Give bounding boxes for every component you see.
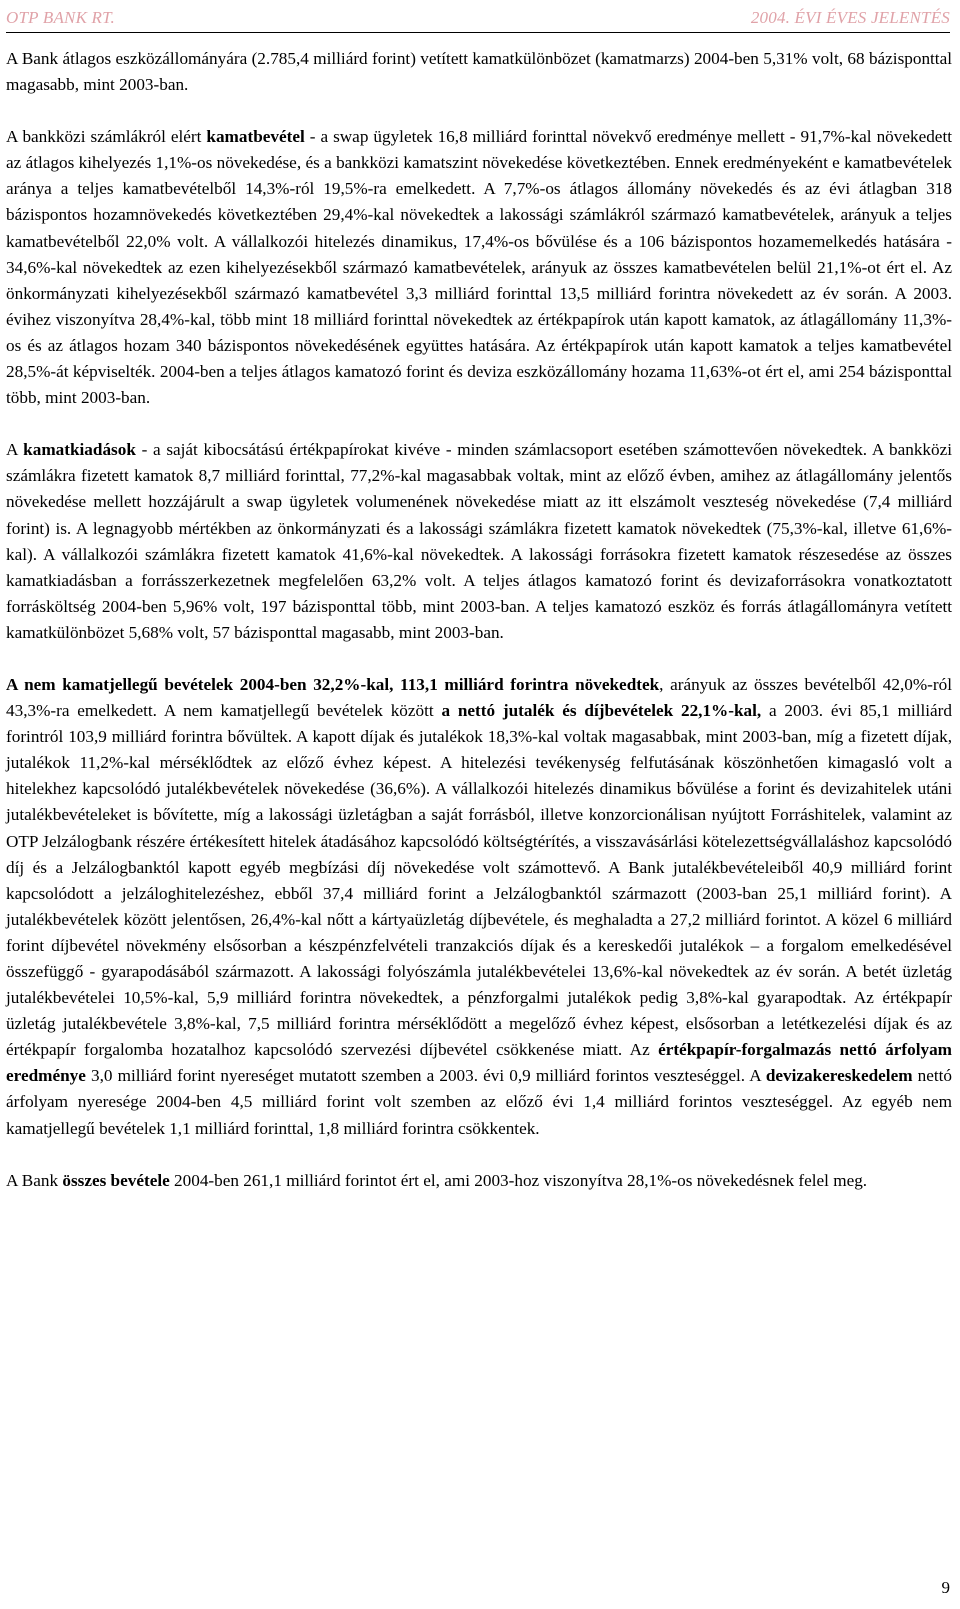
- bold-run: a nettó jutalék és díjbevételek 22,1%-kal,: [441, 701, 762, 721]
- bold-run: kamatkiadások: [23, 440, 136, 460]
- header-bank-name: OTP BANK RT.: [6, 8, 115, 27]
- bold-run: A nem kamatjellegű bevételek 2004-ben 32,2%-kal, 113,1 milliárd forintra növekedtek: [6, 674, 660, 694]
- paragraph-osszes-bevetel: [6, 1168, 952, 1194]
- text-run: - a saját kibocsátású értékpapírokat kivéve - minden számlacsoport esetében számottevően növekedtek. A bankközi számlákra fizetett kamatok 8,7 milliárd forinttal, 77,2%-kal magasabbak voltak, mint az előző évben, amihez az átlagállomány jelentős növekedése mellett hozzájárult a swap ügyletek volumenének növekedése miatt az itt elszámolt veszteség növekedése (7,4 milliárd forint) is. A legnagyobb mértékben az önkormányzati és a lakossági számlákra fizetett kamatok növekedtek (75,3%-kal, illetve 61,6%-kal). A vállalkozói számlákra fizetett kamatok 41,6%-kal növekedtek. A lakossági forrásokra fizetett kamatok részesedése az összes kamatkiadásban a forrásszerkezetnek megfelelően 63,2% volt. A teljes átlagos kamatozó forint és devizaforrásokra vonatkoztatott forrásköltség 2004-ben 5,96% volt, 197 bázisponttal több, mint 2003-ban. A teljes kamatozó eszköz és forrás átlagállományra vetített kamatkülönbözet 5,68% volt, 57 bázisponttal magasabb, mint 2003-ban.: [6, 440, 953, 642]
- page-number: 9: [941, 1578, 950, 1597]
- paragraph-kamatmarzs: [6, 46, 952, 98]
- paragraph-nem-kamatjellegu-bevetelek: [6, 672, 952, 1142]
- text-run: 2004-ben 261,1 milliárd forintot ért el, ami 2003-hoz viszonyítva 28,1%-os növekedésnek felel meg.: [169, 1170, 868, 1190]
- text-run: 3,0 milliárd forint nyereséget mutatott szemben a 2003. évi 0,9 milliárd forintos veszteséggel. A: [85, 1066, 766, 1086]
- text-run: A: [6, 440, 24, 460]
- text-run: nettó árfolyam nyeresége 2004-ben 4,5 milliárd forint volt szemben az előző évi 1,4 milliárd forintos veszteséggel. Az egyéb nem kamatjellegű bevételek 1,1 milliárd forinttal, 1,8 milliárd forintra csökkentek.: [6, 1066, 952, 1138]
- header-report-title: 2004. ÉVI ÉVES JELENTÉS: [750, 8, 950, 27]
- page-header: [6, 6, 950, 33]
- bold-run: összes bevétele: [62, 1170, 170, 1190]
- bold-run: kamatbevétel: [206, 127, 305, 147]
- paragraph-kamatkiadasok: [6, 437, 952, 646]
- bold-run: értékpapír-forgalmazás nettó árfolyam eredménye: [6, 1040, 952, 1086]
- text-run: A bankközi számlákról elért: [6, 127, 207, 147]
- text-run: A Bank átlagos eszközállományára (2.785,4 milliárd forint) vetített kamatkülönbözet (kamatmarzs) 2004-ben 5,31% volt, 68 bázisponttal magasabb, mint 2003-ban.: [6, 49, 952, 95]
- text-run: A Bank: [6, 1170, 63, 1190]
- text-run: - a swap ügyletek 16,8 milliárd forinttal növekvő eredménye mellett - 91,7%-kal növekedett az átlagos kihelyezés 1,1%-os növekedése, és a bankközi kamatszint növekedése következtében. Ennek eredményeként e kamatbevételek aránya a teljes kamatbevételből 14,3%-ról 19,5%-ra emelkedett. A 7,7%-os átlagos állomány növekedés és az évi átlagban 318 bázispontos hozamnövekedés következtében 29,4%-kal növekedtek a lakossági számlákról származó kamatbevételek, arányuk a teljes kamatbevételből 22,0% volt. A vállalkozói hitelezés dinamikus, 17,4%-os bővülése és a 106 bázispontos hozamemelkedés hatására - 34,6%-kal növekedtek az ezen kihelyezésekből származó kamatbevételek, arányuk az összes kamatbevételen belül 21,1%-ot ért el. Az önkormányzati kihelyezésekből származó kamatbevétel 3,3 milliárd forinttal 13,5 milliárd forintra növekedett az év során. A 2003. évihez viszonyítva 28,4%-kal, több mint 18 milliárd forinttal növekedtek az értékpapírok után kapott kamatok, az átlagállomány 11,3%-os és az átlagos hozam 340 bázispontos növekedésének együttes hatására. Az értékpapírok után kapott kamatok a teljes kamatbevétel 28,5%-át képviselték. 2004-ben a teljes átlagos kamatozó forint és deviza eszközállomány hozama 11,63%-ot ért el, ami 254 bázisponttal több, mint 2003-ban.: [6, 127, 952, 408]
- document-body: [6, 46, 952, 1220]
- bold-run: devizakereskedelem: [765, 1066, 913, 1086]
- paragraph-kamatbevetel: [6, 124, 952, 411]
- text-run: , arányuk az összes bevételből 42,0%-ról 43,3%-ra emelkedett. A nem kamatjellegű bevételek között: [6, 674, 952, 721]
- text-run: a 2003. évi 85,1 milliárd forintról 103,9 milliárd forintra bővültek. A kapott díjak és jutalékok 18,3%-kal voltak magasabbak, mint 2003-ban, míg a fizetett díjak, jutalékok 11,2%-kal mérséklődtek az előző évhez képest. A hitelezési tevékenység felfutásának köszönhetően kimagasló volt a hitelekhez kapcsolódó jutalékbevételek növekedése (36,6%). A vállalkozói hitelezés dinamikus bővülése a forint és devizahitelek utáni jutalékbevételeket is bővítette, míg a lakossági üzletágban a saját forrásból, illetve konzorcionálisan nyújtott Forráshitelek, valamint az OTP Jelzálogbank részére értékesített hitelek átadásához kapcsolódó költségtérítés, a visszavásárlási kötelezettségvállaláshoz kapcsolódó díj és a Jelzálogbanktól kapott egyéb megbízási díj növekedése volt számottevő. A Bank jutalékbevételeiből 40,9 milliárd forint kapcsolódott a jelzáloghitelezéshez, ebből 37,4 milliárd forint a Jelzálogbanktól származott (2003-ban 25,1 milliárd forint). A jutalékbevételek között jelentősen, 26,4%-kal nőtt a kártyaüzletág díjbevétele, és meghaladta a 27,2 milliárd forintot. A közel 6 milliárd forint díjbevétel növekmény elsősorban a készpénzfelvételi tranzakciós díjak és a kereskedői jutalékok – a forgalom emelkedésével összefüggő - gyarapodásából származott. A lakossági folyószámla jutalékbevételei 13,6%-kal növekedtek az év során. A betét üzletág jutalékbevételei 10,5%-kal, 5,9 milliárd forintra növekedtek, a pénzforgalmi jutalékok pedig 3,8%-kal gyarapodtak. Az értékpapír üzletág jutalékbevétele 3,8%-kal, 7,5 milliárd forintra mérséklődött a megelőző évhez képest, elsősorban a letétkezelési díjak és az értékpapír forgalomba hozatalhoz kapcsolódó szervezési díjbevétel csökkenése miatt. Az: [6, 701, 952, 1060]
